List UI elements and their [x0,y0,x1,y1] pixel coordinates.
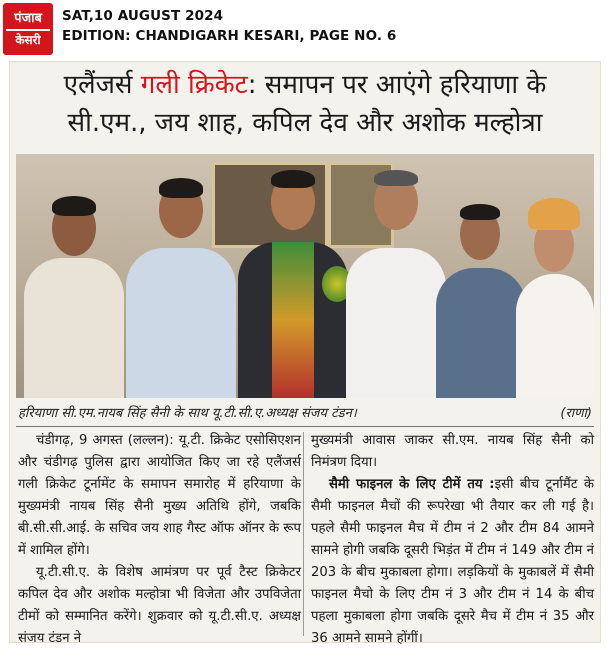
clipping-meta [62,6,396,46]
logo-line2: केसरी [6,29,50,49]
edition-info: EDITION: CHANDIGARH KESARI, PAGE NO. 6 [62,28,397,44]
person-figure [24,178,124,398]
article-paragraph [311,474,594,650]
article-paragraph: चंडीगढ़, 9 अगस्त (लल्लन): यू.टी. क्रिकेट एसोसिएशन और चंडीगढ़ पुलिस द्वारा आयोजित किए जा रहे एलैंजर्स गली क्रिकेट टूर्नामेंट के समापन समारोह में हरियाणा के मुख्यमंत्री नायब सिंह सैनी मुख्य अतिथि होंगे, जबकि बी.सी.सी.आई. के सचिव जय शाह गैस्ट ऑफ ऑनर के रूप में शामिल होंगे। [18,433,301,558]
article-right-column [311,430,594,650]
article-paragraph: मुख्यमंत्री आवास जाकर सी.एम. नायब सिंह सैनी को निमंत्रण दिया। [311,433,594,470]
photo-caption: हरियाणा सी.एम.नायब सिंह सैनी के साथ यू.टी.सी.ए.अध्यक्ष संजय टंडन। [18,406,357,421]
headline-lead: एलैंजर्स [63,70,133,100]
person-figure [516,188,594,398]
punjab-kesari-logo [3,3,53,55]
logo-line1: पंजाब [14,10,42,26]
publication-date: SAT,10 AUGUST 2024 [62,8,224,24]
clipping-header [0,0,606,60]
news-photo [16,154,594,398]
headline-line2: सी.एम., जय शाह, कपिल देव और अशोक मल्होत्रा [67,108,543,138]
person-figure [436,194,526,398]
article-body-text: इसी बीच टूर्नामैंट के सैमी फाइनल मैचों की रूपरेखा भी तैयार कर ली गई है। पहले सैमी फाइनल मैच में टीम नं 2 और टीम 84 आमने सामने होगी जबकि दूसरी भिड़ंत में टीम नं 149 और टीम नं 203 के बीच मुकाबला होगा। लड़कियों के मुकाबलें में सैमी फाइनल मैचो के लिए टीम नं 3 और टीम नं 14 के बीच पहला मुकाबला होगा जबकि दूसरे मैच में टीम नं 35 और 36 आमने सामने होंगीं। [311,477,595,646]
person-figure [126,168,236,398]
article-paragraph: यू.टी.सी.ए. के विशेष आमंत्रण पर पूर्व टैस्ट क्रिकेटर कपिल देव और अशोक मल्होत्रा भी विजेता और उपविजेता टीमों को सम्मानित करेंगे। शुक्रवार को यू.टी.सी.ए. अध्यक्ष संजय टंडन ने [18,565,301,646]
subheading: सैमी फाइनल के लिए टीमें तय : [329,477,495,492]
news-clipping [10,62,600,646]
photo-caption-row [16,402,594,424]
headline-red: गली क्रिकेट [140,70,248,100]
article-left-column [18,430,301,650]
headline [10,66,600,142]
column-divider [303,432,304,636]
caption-divider [16,426,594,427]
person-figure [346,166,446,398]
photo-credit: (राणा) [560,406,592,421]
headline-line1-rest: : समापन पर आएंगे हरियाणा के [247,70,547,100]
